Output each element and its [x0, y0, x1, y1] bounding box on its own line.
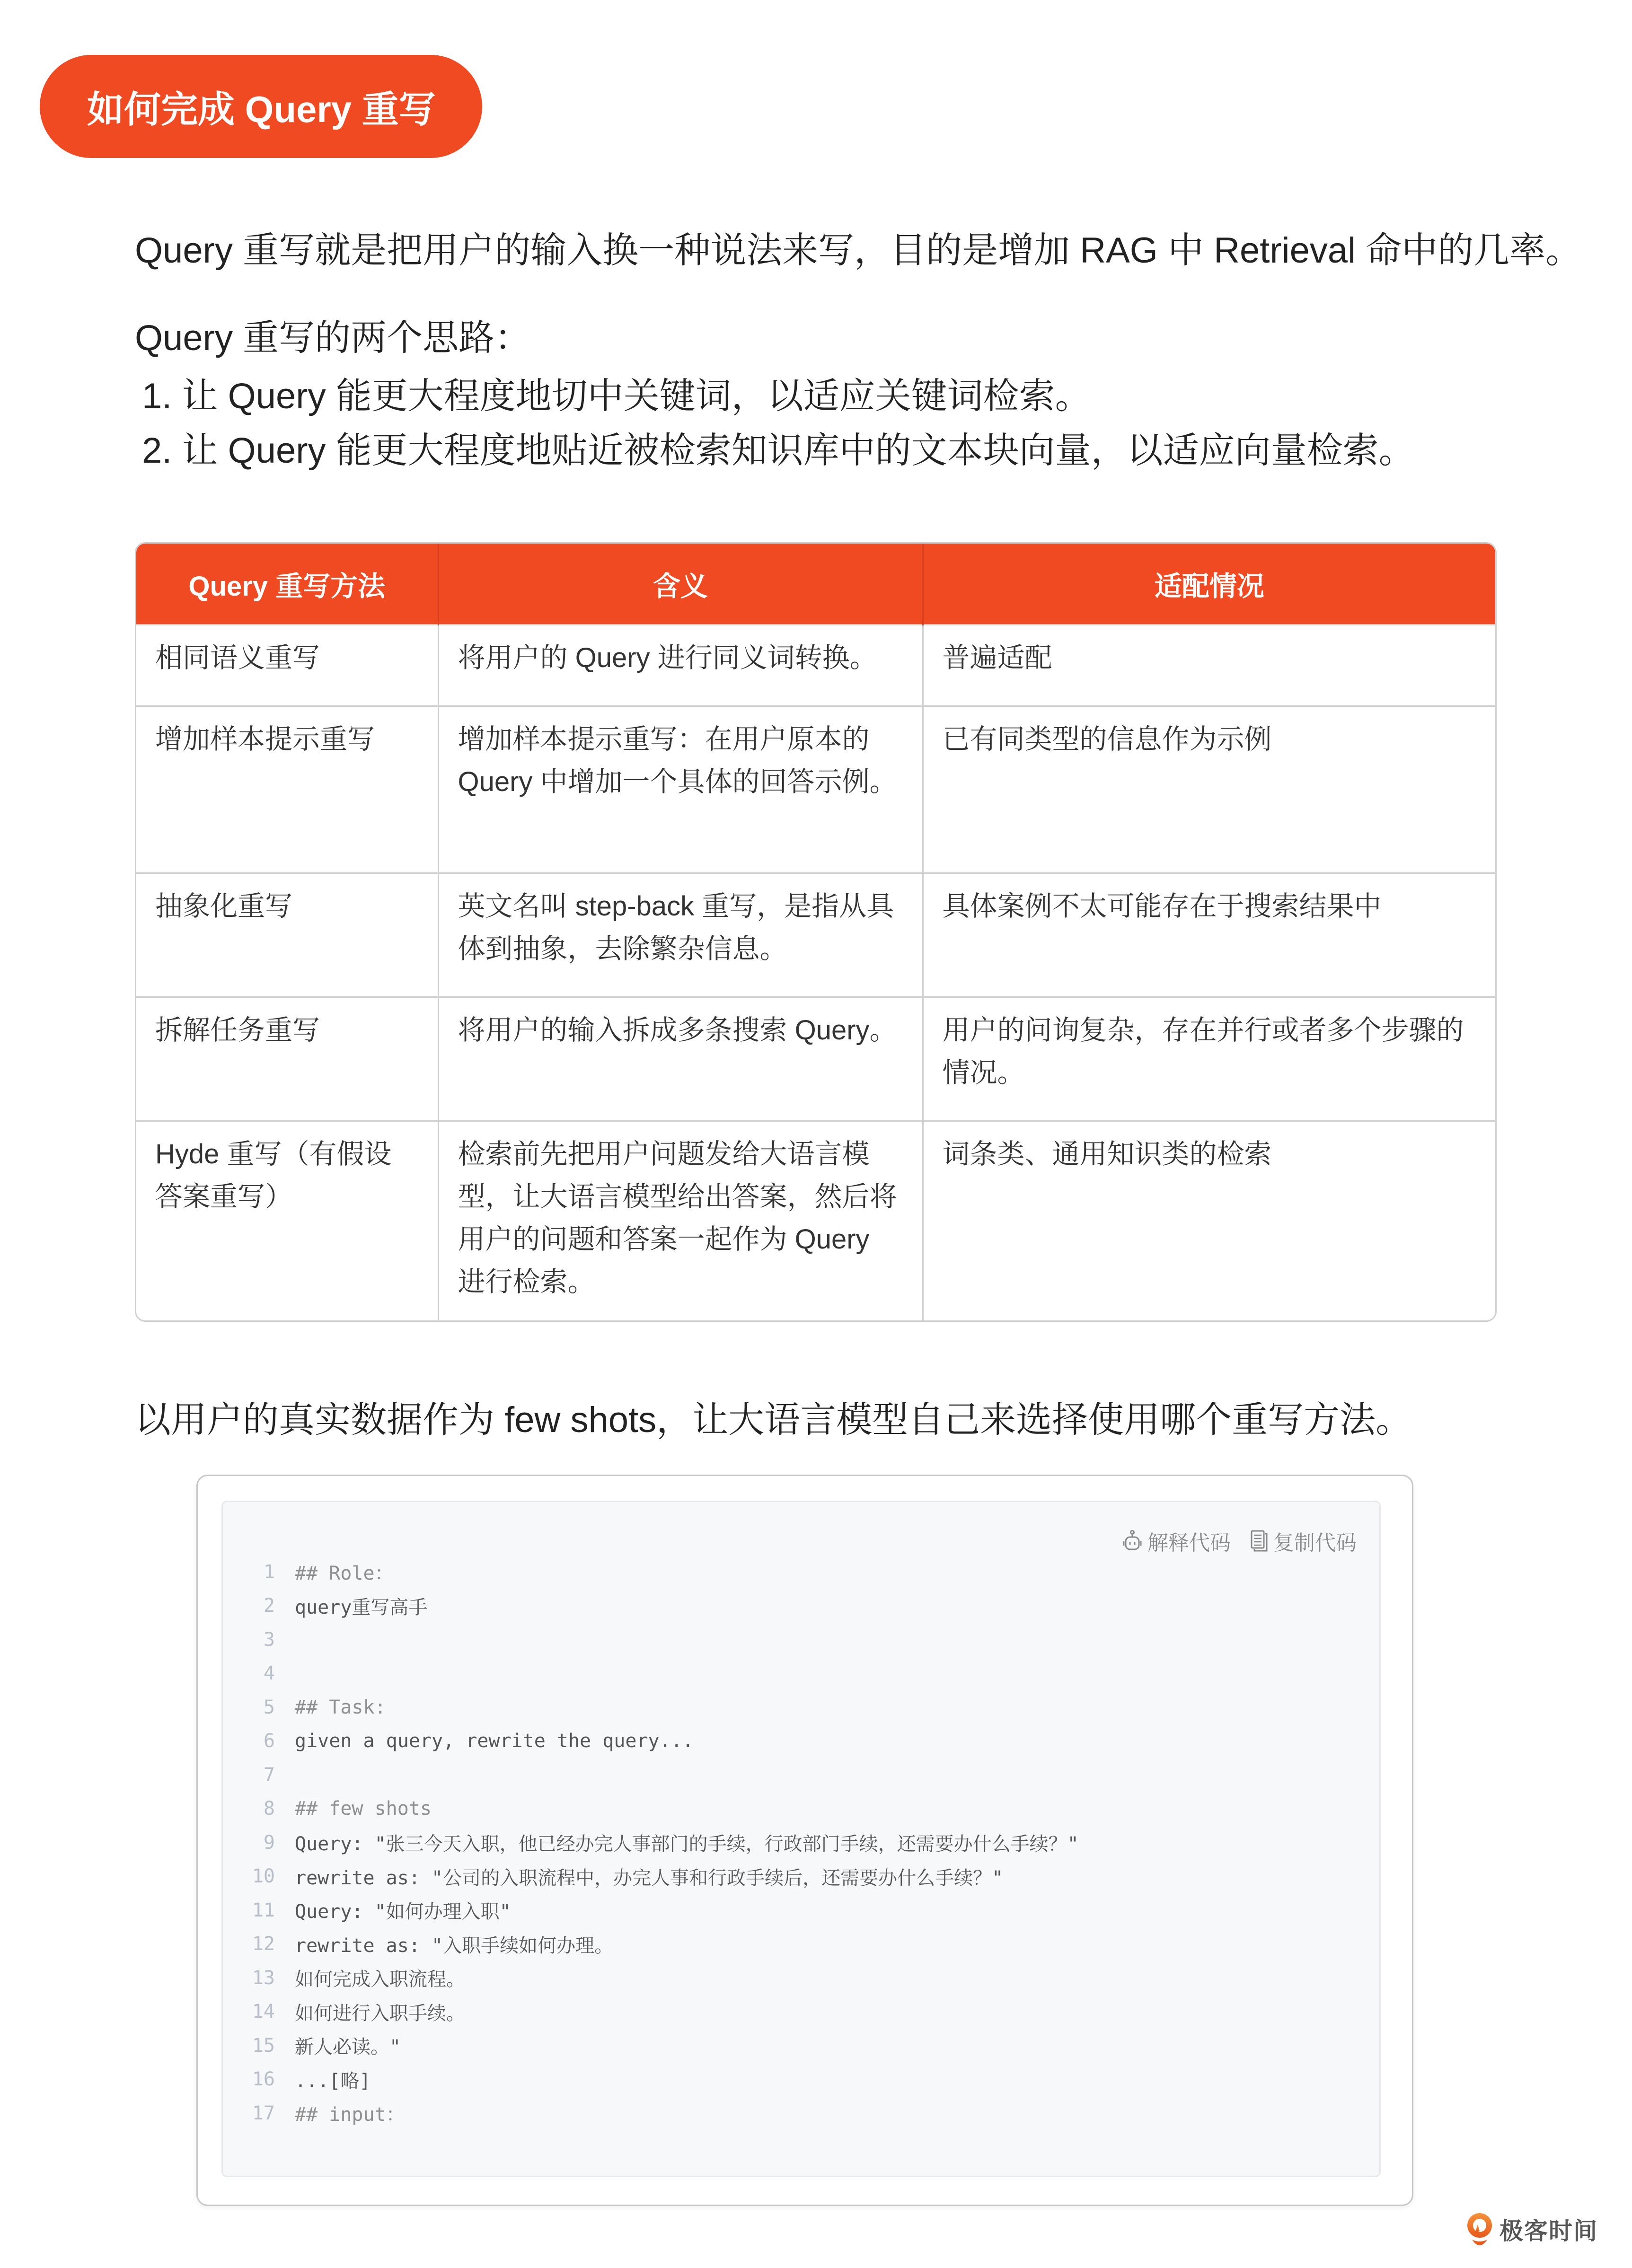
column-header-method: Query 重写方法	[136, 544, 438, 625]
line-number: 12	[252, 1933, 275, 1955]
explain-code-label: 解释代码	[1147, 1531, 1231, 1555]
rewrite-methods-table	[135, 542, 1497, 1322]
code-block	[221, 1501, 1381, 2177]
line-number: 15	[252, 2034, 275, 2057]
intro-paragraph: Query 重写就是把用户的输入换一种说法来写，目的是增加 RAG 中 Retrieval 命中的几率。	[135, 230, 1582, 271]
table-cell-fit: 词条类、通用知识类的检索	[923, 1121, 1495, 1322]
line-number: 10	[252, 1865, 275, 1888]
line-number: 6	[263, 1730, 275, 1752]
code-text: Query: "张三今天入职，他已经办完人事部门的手续，行政部门手续，还需要办什么手续？"	[295, 1833, 1079, 1855]
copy-code-button[interactable]	[1251, 1526, 1357, 1556]
code-line	[223, 1623, 1079, 1657]
code-line	[223, 1893, 1079, 1927]
table-cell-fit: 具体案例不太可能存在于搜索结果中	[923, 873, 1495, 997]
code-text: ## Role：	[295, 1563, 394, 1585]
code-actions	[1123, 1526, 1357, 1556]
code-line	[223, 2096, 1079, 2130]
code-line	[223, 1589, 1079, 1623]
code-line	[223, 1961, 1079, 1995]
line-number: 17	[252, 2102, 275, 2124]
table-cell-method: 增加样本提示重写	[136, 706, 438, 873]
geektime-logo-icon	[1465, 2212, 1494, 2246]
ideas-heading: Query 重写的两个思路：	[135, 318, 531, 358]
section-title: 如何完成 Query 重写	[87, 88, 436, 130]
code-line	[223, 1724, 1079, 1758]
code-line	[223, 1860, 1079, 1894]
table-row	[136, 997, 1495, 1121]
code-line	[223, 1792, 1079, 1826]
code-line	[223, 2063, 1079, 2097]
table-cell-meaning: 检索前先把用户问题发给大语言模型，让大语言模型给出答案，然后将用户的问题和答案一起作为 Query 进行检索。	[438, 1121, 923, 1322]
table-cell-method: 抽象化重写	[136, 873, 438, 997]
table-cell-fit: 普遍适配	[923, 625, 1495, 706]
code-text: query重写高手	[295, 1596, 428, 1618]
line-number: 2	[263, 1595, 275, 1617]
list-item: 2. 让 Query 能更大程度地贴近被检索知识库中的文本块向量，以适应向量检索。	[142, 431, 1415, 471]
column-header-fit: 适配情况	[923, 544, 1495, 625]
line-number: 16	[252, 2068, 275, 2091]
code-line	[223, 1690, 1079, 1724]
table-cell-method: 拆解任务重写	[136, 997, 438, 1121]
line-number: 13	[252, 1967, 275, 1989]
few-shots-paragraph: 以用户的真实数据作为 few shots，让大语言模型自己来选择使用哪个重写方法。	[135, 1400, 1412, 1440]
code-line	[223, 1758, 1079, 1792]
list-item: 1. 让 Query 能更大程度地切中关键词，以适应关键词检索。	[142, 376, 1091, 416]
table-cell-fit: 用户的问询复杂，存在并行或者多个步骤的情况。	[923, 997, 1495, 1121]
code-line	[223, 1657, 1079, 1691]
code-text: ...[略]	[295, 2070, 371, 2092]
code-text: 如何完成入职流程。	[295, 1969, 465, 1991]
code-text: rewrite as: "公司的入职流程中，办完人事和行政手续后，还需要办什么手续？"	[295, 1867, 1004, 1889]
section-title-pill	[40, 55, 482, 158]
line-number: 3	[263, 1628, 275, 1651]
table-header-row	[136, 544, 1495, 625]
code-line	[223, 1555, 1079, 1589]
table-row	[136, 625, 1495, 706]
line-number: 9	[263, 1831, 275, 1854]
line-number: 1	[263, 1561, 275, 1583]
table-cell-fit: 已有同类型的信息作为示例	[923, 706, 1495, 873]
code-line	[223, 1826, 1079, 1860]
line-number: 8	[263, 1798, 275, 1820]
code-text: 新人必读。"	[295, 2036, 401, 2058]
table-row	[136, 1121, 1495, 1322]
code-line	[223, 2029, 1079, 2063]
robot-icon	[1123, 1530, 1142, 1552]
code-text: rewrite as: "入职手续如何办理。	[295, 1934, 614, 1957]
table-row	[136, 873, 1495, 997]
code-text: ## Task:	[295, 1696, 386, 1718]
code-line	[223, 1927, 1079, 1961]
table-cell-meaning: 将用户的输入拆成多条搜索 Query。	[438, 997, 923, 1121]
line-number: 14	[252, 2001, 275, 2023]
table-cell-meaning: 将用户的 Query 进行同义词转换。	[438, 625, 923, 706]
brand-name: 极客时间	[1500, 2217, 1598, 2245]
ideas-list	[142, 369, 1415, 478]
copy-code-label: 复制代码	[1273, 1531, 1357, 1555]
code-text: Query: "如何办理入职"	[295, 1901, 511, 1923]
copy-icon	[1251, 1530, 1268, 1552]
code-text: given a query, rewrite the query...	[295, 1730, 694, 1752]
brand-logo	[1465, 2212, 1598, 2246]
code-line	[223, 1995, 1079, 2029]
table-row	[136, 706, 1495, 873]
table-cell-method: 相同语义重写	[136, 625, 438, 706]
line-number: 4	[263, 1662, 275, 1685]
table-cell-meaning: 英文名叫 step-back 重写，是指从具体到抽象，去除繁杂信息。	[438, 873, 923, 997]
table-cell-meaning: 增加样本提示重写：在用户原本的 Query 中增加一个具体的回答示例。	[438, 706, 923, 873]
code-text: ## few shots	[295, 1798, 432, 1820]
line-number: 5	[263, 1696, 275, 1718]
line-number: 7	[263, 1764, 275, 1786]
table-cell-method: Hyde 重写（有假设答案重写）	[136, 1121, 438, 1322]
column-header-meaning: 含义	[438, 544, 923, 625]
explain-code-button[interactable]	[1123, 1526, 1231, 1556]
code-lines	[223, 1555, 1079, 2130]
code-text: 如何进行入职手续。	[295, 2002, 465, 2024]
code-block-card	[196, 1475, 1413, 2206]
code-text: ## input：	[295, 2104, 405, 2126]
line-number: 11	[252, 1899, 275, 1921]
